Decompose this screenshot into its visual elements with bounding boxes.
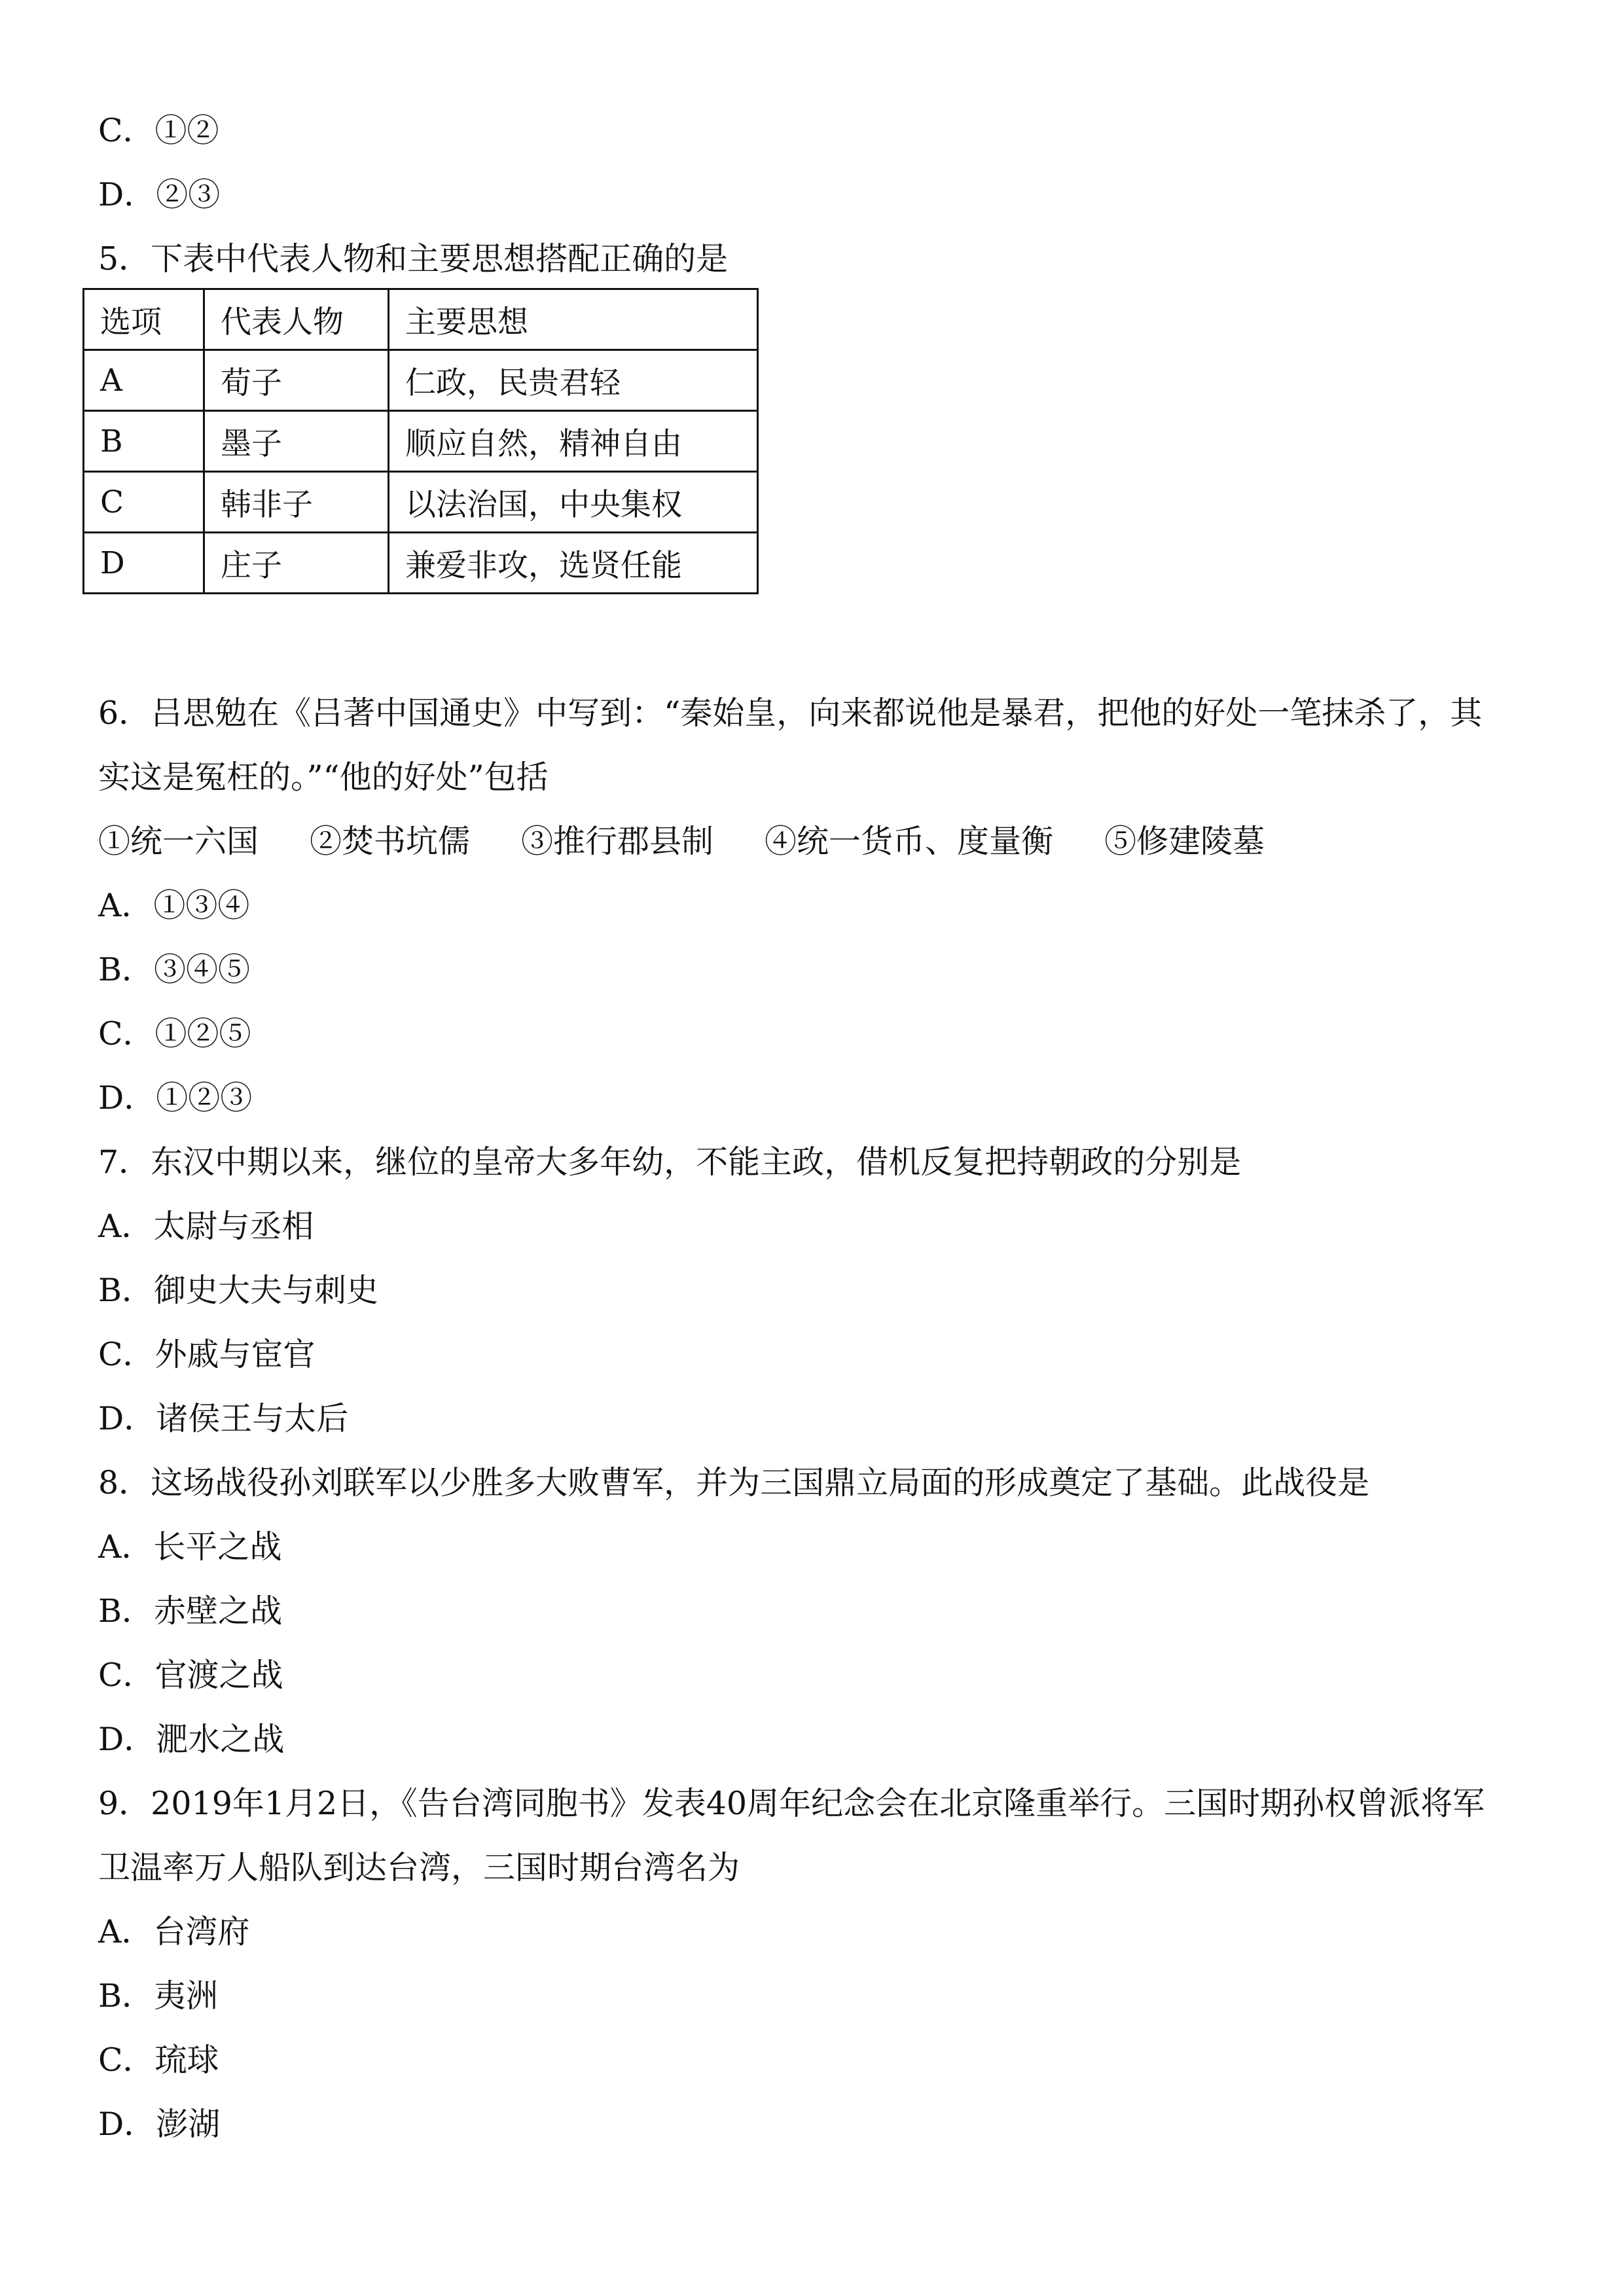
table-cell: 顺应自然，精神自由 bbox=[389, 411, 758, 472]
q7-stem: 7．东汉中期以来，继位的皇帝大多年幼，不能主政，借机反复把持朝政的分别是 bbox=[98, 1143, 1242, 1181]
q6-choice: ④统一货币、度量衡 bbox=[765, 823, 1054, 860]
q6-choice: ①统一六国 bbox=[98, 823, 259, 860]
q6-option-d: D．①②③ bbox=[98, 1079, 253, 1117]
q6-choice: ⑤修建陵墓 bbox=[1104, 823, 1265, 860]
table-cell: 荀子 bbox=[204, 350, 389, 411]
q9-option-a: A．台湾府 bbox=[98, 1913, 250, 1950]
q8-option-b: B．赤壁之战 bbox=[98, 1592, 283, 1630]
q8-option-d: D．淝水之战 bbox=[98, 1721, 285, 1758]
table-cell: 仁政，民贵君轻 bbox=[389, 350, 758, 411]
q6-option-c: C．①②⑤ bbox=[98, 1015, 251, 1052]
table-header-row bbox=[84, 289, 758, 350]
q9-option-d: D．澎湖 bbox=[98, 2106, 221, 2143]
q6-option-b: B．③④⑤ bbox=[98, 951, 251, 988]
table-cell: 韩非子 bbox=[204, 472, 389, 533]
table-cell: B bbox=[84, 411, 204, 472]
table-header-cell: 主要思想 bbox=[389, 289, 758, 350]
table-header-cell: 选项 bbox=[84, 289, 204, 350]
table-row bbox=[84, 472, 758, 533]
table-row bbox=[84, 350, 758, 411]
q6-choice-list bbox=[98, 822, 1265, 861]
q6-stem-line1: 6．吕思勉在《吕著中国通史》中写到：“秦始皇，向来都说他是暴君，把他的好处一笔抹杀了，其 bbox=[98, 694, 1483, 732]
q7-option-c: C．外戚与宦官 bbox=[98, 1336, 316, 1373]
q8-option-c: C．官渡之战 bbox=[98, 1657, 283, 1694]
q6-choice: ②焚书坑儒 bbox=[310, 823, 471, 860]
table-cell: 以法治国，中央集权 bbox=[389, 472, 758, 533]
q9-stem-line1: 9．2019年1月2日，《告台湾同胞书》发表40周年纪念会在北京隆重举行。三国时期孙权曾派将军 bbox=[98, 1785, 1485, 1822]
table-row bbox=[84, 533, 758, 594]
q4-option-d: D．②③ bbox=[98, 176, 221, 213]
table-cell: 庄子 bbox=[204, 533, 389, 594]
table-header-cell: 代表人物 bbox=[204, 289, 389, 350]
q4-option-c: C．①② bbox=[98, 112, 219, 149]
q6-stem-line2: 实这是冤枉的。”“他的好处”包括 bbox=[98, 759, 549, 796]
q8-stem: 8．这场战役孙刘联军以少胜多大败曹军，并为三国鼎立局面的形成奠定了基础。此战役是 bbox=[98, 1464, 1370, 1501]
q6-option-a: A．①③④ bbox=[98, 887, 250, 924]
table-cell: A bbox=[84, 350, 204, 411]
table-cell: 墨子 bbox=[204, 411, 389, 472]
q5-stem: 5．下表中代表人物和主要思想搭配正确的是 bbox=[98, 240, 729, 278]
q9-option-c: C．琉球 bbox=[98, 2041, 219, 2079]
q7-option-b: B．御史大夫与刺史 bbox=[98, 1272, 379, 1309]
table-cell: D bbox=[84, 533, 204, 594]
table-cell: 兼爱非攻，选贤任能 bbox=[389, 533, 758, 594]
table-cell: C bbox=[84, 472, 204, 533]
table-row bbox=[84, 411, 758, 472]
q8-option-a: A．长平之战 bbox=[98, 1528, 282, 1566]
q7-option-d: D．诸侯王与太后 bbox=[98, 1400, 349, 1437]
q7-option-a: A．太尉与丞相 bbox=[98, 1208, 314, 1245]
q5-table bbox=[82, 288, 759, 594]
q9-stem-line2: 卫温率万人船队到达台湾，三国时期台湾名为 bbox=[98, 1849, 740, 1886]
q6-choice: ③推行郡县制 bbox=[521, 823, 714, 860]
q9-option-b: B．夷洲 bbox=[98, 1977, 219, 2015]
